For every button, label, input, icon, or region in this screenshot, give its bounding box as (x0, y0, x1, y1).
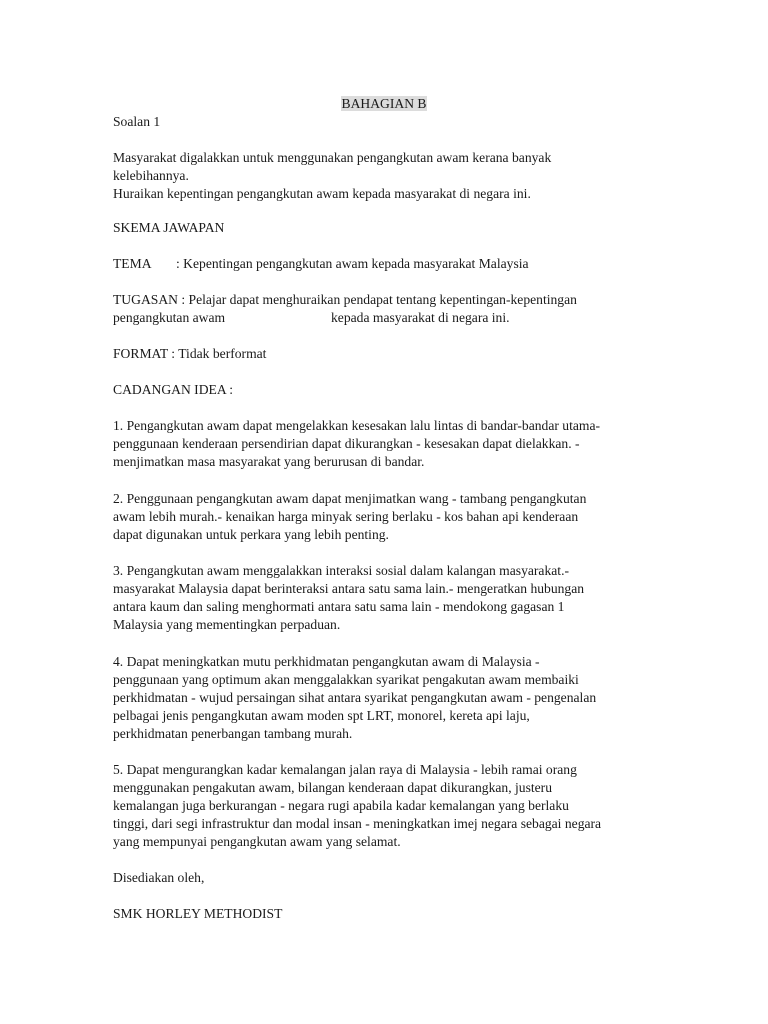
format-row (113, 345, 673, 363)
idea-line: kemalangan juga berkurangan - negara rugi apabila kadar kemalangan yang berlaku (113, 798, 569, 813)
tugasan-line2b: kepada masyarakat di negara ini. (331, 310, 510, 325)
idea-5 (113, 761, 673, 851)
scheme-label: SKEMA JAWAPAN (113, 220, 225, 235)
idea-line: 3. Pengangkutan awam menggalakkan interaksi sosial dalam kalangan masyarakat.- (113, 563, 569, 578)
question-line: kelebihannya. (113, 168, 189, 183)
idea-3 (113, 562, 673, 634)
idea-1 (113, 417, 673, 471)
question-text (113, 149, 673, 203)
idea-4 (113, 653, 673, 743)
idea-2 (113, 490, 673, 544)
idea-line: awam lebih murah.- kenaikan harga minyak sering berlaku - kos bahan api kenderaan (113, 509, 579, 524)
question-line: Masyarakat digalakkan untuk menggunakan pengangkutan awam kerana banyak (113, 150, 552, 165)
idea-line: perkhidmatan - wujud persaingan sihat antara syarikat pengangkutan awam - pengenalan (113, 690, 597, 705)
format-label: FORMAT (113, 346, 168, 361)
idea-line: masyarakat Malaysia dapat berinteraksi antara satu sama lain.- mengeratkan hubungan (113, 581, 585, 596)
idea-line: menggunakan pengakutan awam, bilangan kenderaan dapat dikurangkan, justeru (113, 780, 552, 795)
tugasan-line1: : Pelajar dapat menghuraikan pendapat tentang kepentingan-kepentingan (177, 292, 577, 307)
section-heading-text: BAHAGIAN B (341, 96, 427, 111)
tema-value: : Kepentingan pengangkutan awam kepada masyarakat Malaysia (176, 256, 529, 271)
idea-line: tinggi, dari segi infrastruktur dan modal insan - meningkatkan imej negara sebagai negara (113, 816, 602, 831)
idea-line: 2. Penggunaan pengangkutan awam dapat menjimatkan wang - tambang pengangkutan (113, 491, 587, 506)
idea-line: penggunaan yang optimum akan menggalakkan syarikat pengakutan awam membaiki (113, 672, 579, 687)
question-label: Soalan 1 (113, 114, 161, 129)
idea-line: penggunaan kenderaan persendirian dapat dikurangkan - kesesakan dapat dielakkan. - (113, 436, 580, 451)
idea-line: 1. Pengangkutan awam dapat mengelakkan kesesakan lalu lintas di bandar-bandar utama- (113, 418, 601, 433)
tugasan-label: TUGASAN (113, 292, 178, 307)
idea-line: 4. Dapat meningkatkan mutu perkhidmatan pengangkutan awam di Malaysia - (113, 654, 540, 669)
section-heading (0, 95, 768, 113)
idea-line: yang mempunyai pengangkutan awam yang selamat. (113, 834, 401, 849)
tugasan-line2a: pengangkutan awam (113, 310, 226, 325)
idea-line: dapat digunakan untuk perkara yang lebih penting. (113, 527, 389, 542)
question-line: Huraikan kepentingan pengangkutan awam kepada masyarakat di negara ini. (113, 186, 531, 201)
idea-line: 5. Dapat mengurangkan kadar kemalangan jalan raya di Malaysia - lebih ramai orang (113, 762, 577, 777)
idea-line: Malaysia yang mementingkan perpaduan. (113, 617, 341, 632)
idea-line: pelbagai jenis pengangkutan awam moden spt LRT, monorel, kereta api laju, (113, 708, 530, 723)
format-value: : Tidak berformat (167, 346, 267, 361)
ideas-label: CADANGAN IDEA : (113, 382, 234, 397)
tema-label: TEMA (113, 256, 152, 271)
prepared-by: Disediakan oleh, (113, 870, 205, 885)
tugasan-row (113, 291, 673, 327)
tema-row (113, 255, 673, 273)
idea-line: antara kaum dan saling menghormati antara satu sama lain - mendokong gagasan 1 (113, 599, 565, 614)
idea-line: perkhidmatan penerbangan tambang murah. (113, 726, 353, 741)
school-name: SMK HORLEY METHODIST (113, 906, 283, 921)
idea-line: menjimatkan masa masyarakat yang berurusan di bandar. (113, 454, 425, 469)
